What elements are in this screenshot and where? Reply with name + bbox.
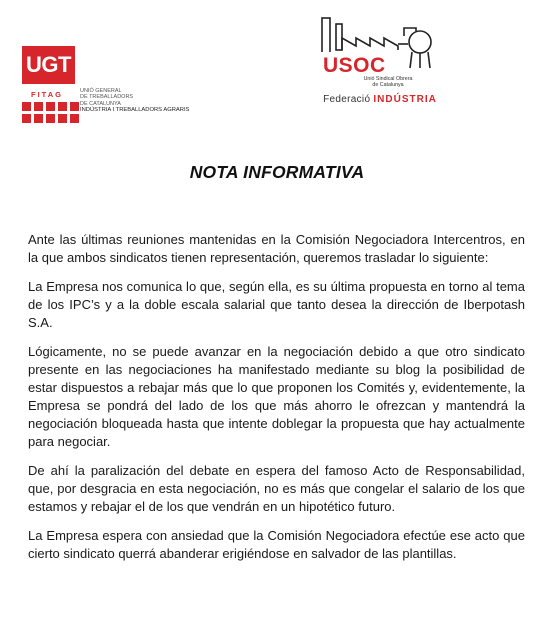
usoc-subtitle-line-2: de Catalunya — [372, 82, 404, 89]
usoc-brand-text: USOC — [323, 54, 386, 77]
paragraph-3: Lógicamente, no se puede avanzar en la negociación debido a que otro sindicato presente en las negociaciones ha manifestado mediante su blog la posibilidad de estar dispuestos a rebajar más que lo que proponen los Comités y, evidentemente, la Empresa se pondrá del lado de los que más ahorro le ofrezcan y mantendrá la negociación bloqueada hasta que intente doblegar la propuesta que hay actualmente para negociar. — [28, 344, 525, 449]
factory-icon — [316, 16, 440, 78]
ugt-line-2: DE TREBALLADORS — [80, 94, 134, 101]
paragraph-2: La Empresa nos comunica lo que, según ella, es su última propuesta en torno al tema de los IPC’s y a la doble escala salarial que tanto desea la dirección de Iberpotash S.A. — [28, 279, 525, 330]
usoc-federation-prefix: Federació — [323, 94, 371, 105]
document-title: NOTA INFORMATIVA — [189, 162, 365, 182]
paragraph-4: De ahí la paralización del debate en espera del famoso Acto de Responsabilidad, que, por desgracia en esta negociación, no es más que congelar el salario de los que estamos y rebajar el de los que vendrán en un hipotético futuro. — [28, 463, 525, 514]
document-body — [28, 231, 525, 574]
ugt-sector-name: INDÚSTRIA I TREBALLADORS AGRARIS — [80, 106, 190, 113]
ugt-line-1: UNIÓ GENERAL — [80, 88, 122, 94]
ugt-brand-text: UGT — [26, 52, 71, 77]
usoc-subtitle-line-1: Unió Sindical Obrera — [363, 76, 413, 82]
paragraph-5: La Empresa espera con ansiedad que la Comisión Negociadora efectúe ese acto que cierto sindicato querrá abanderar erigiéndose en salvador de las plantillas. — [28, 528, 525, 561]
ugt-line-3: DE CATALUNYA — [80, 100, 121, 107]
ugt-red-squares-icon — [22, 102, 79, 123]
fitag-acronym: FITAG — [31, 90, 63, 99]
ugt-fitag-logo — [22, 46, 212, 126]
usoc-industria-logo — [316, 16, 440, 112]
ugt-brand-box — [22, 46, 75, 84]
usoc-federation-name: INDÚSTRIA — [373, 94, 437, 105]
ugt-organization-text — [80, 88, 189, 113]
usoc-subtitle — [348, 76, 428, 88]
usoc-federation — [318, 94, 442, 105]
paragraph-1: Ante las últimas reuniones mantenidas en la Comisión Negociadora Intercentros, en la que ambos sindicatos tienen representación, queremos trasladar lo siguiente: — [28, 232, 525, 265]
